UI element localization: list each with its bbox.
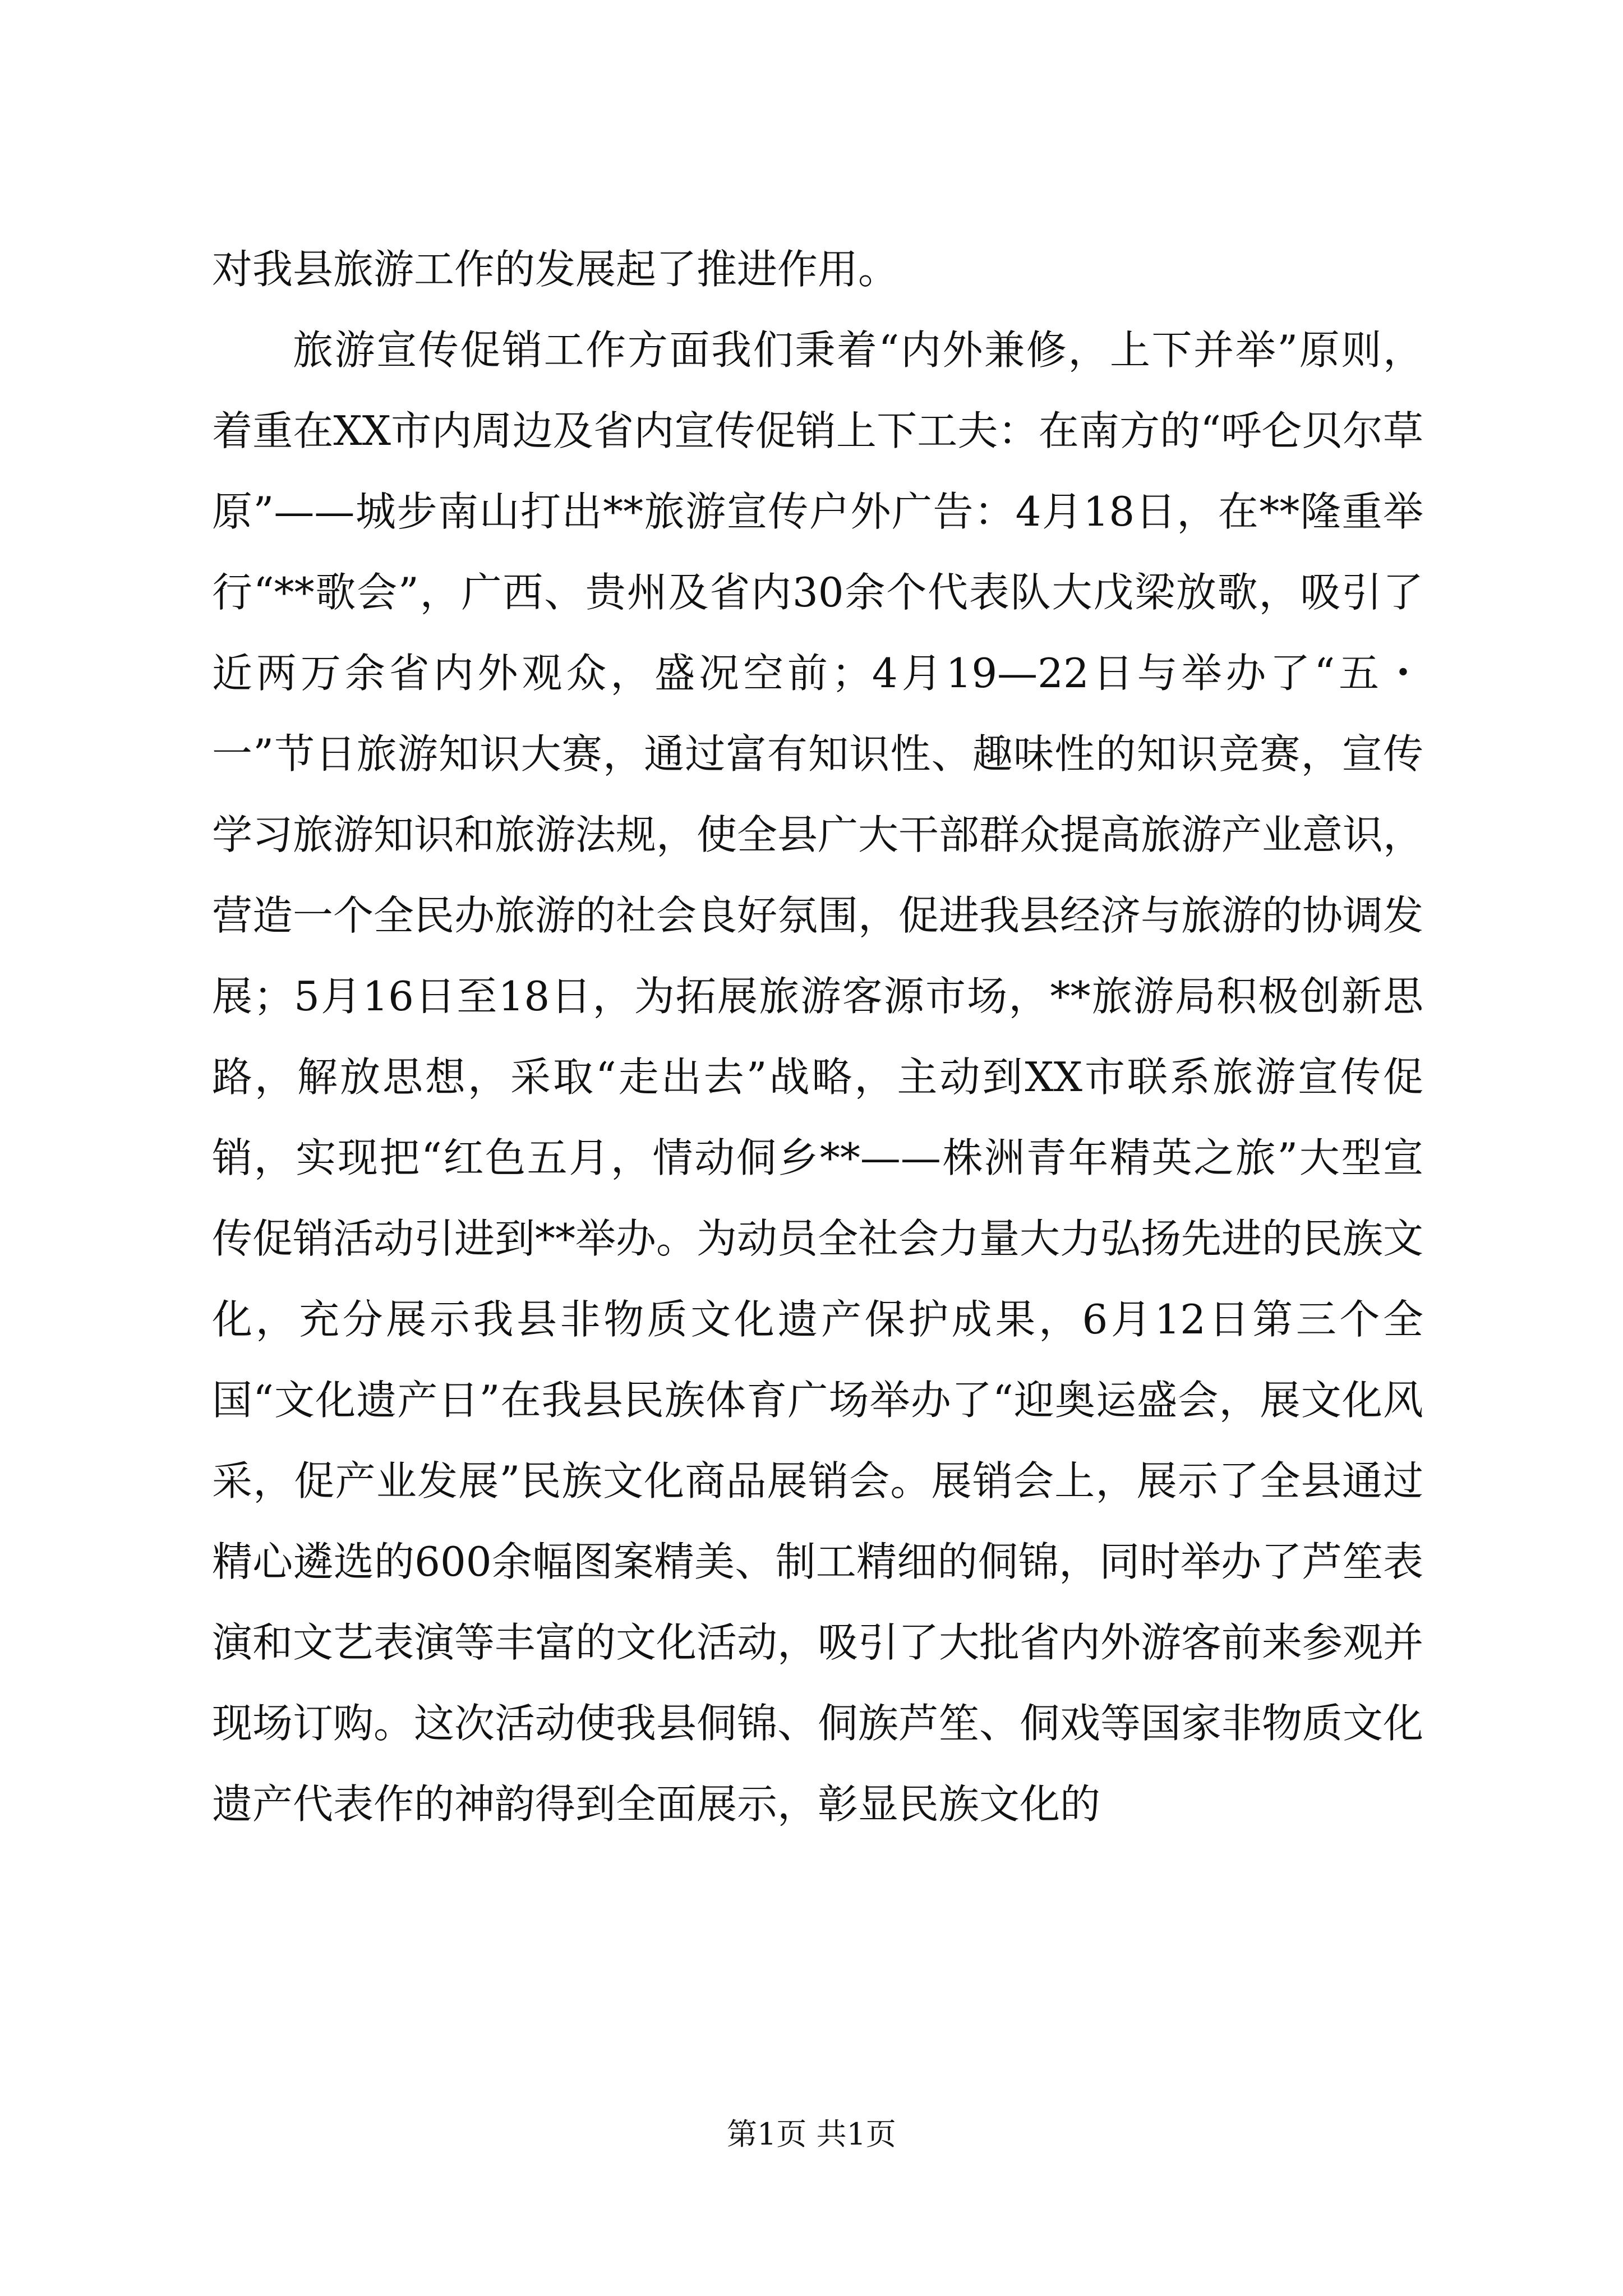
page-number-footer: 第1页 共1页 [727,2116,896,2152]
document-body [212,229,1423,1844]
paragraph-tourism-promotion: 旅游宣传促销工作方面我们秉着“内外兼修，上下并举”原则，着重在XX市内周边及省内宣传促销上下工夫：在南方的“呼仑贝尔草原”——城步南山打出**旅游宣传户外广告：4月18日，在**隆重举行“**歌会”，广西、贵州及省内30余个代表队大戊梁放歌，吸引了近两万余省内外观众，盛况空前；4月19—22日与举办了“五・一”节日旅游知识大赛，通过富有知识性、趣味性的知识竞赛，宣传学习旅游知识和旅游法规，使全县广大干部群众提高旅游产业意识，营造一个全民办旅游的社会良好氛围，促进我县经济与旅游的协调发展；5月16日至18日，为拓展旅游客源市场，**旅游局积极创新思路，解放思想，采取“走出去”战略，主动到XX市联系旅游宣传促销，实现把“红色五月，情动侗乡**——株洲青年精英之旅”大型宣传促销活动引进到**举办。为动员全社会力量大力弘扬先进的民族文化，充分展示我县非物质文化遗产保护成果，6月12日第三个全国“文化遗产日”在我县民族体育广场举办了“迎奥运盛会，展文化风采，促产业发展”民族文化商品展销会。展销会上，展示了全县通过精心遴选的600余幅图案精美、制工精细的侗锦，同时举办了芦笙表演和文艺表演等丰富的文化活动，吸引了大批省内外游客前来参观并现场订购。这次活动使我县侗锦、侗族芦笙、侗戏等国家非物质文化遗产代表作的神韵得到全面展示，彰显民族文化的 [212,326,1424,1828]
paragraph-continuation: 对我县旅游工作的发展起了推进作用。 [212,246,899,293]
